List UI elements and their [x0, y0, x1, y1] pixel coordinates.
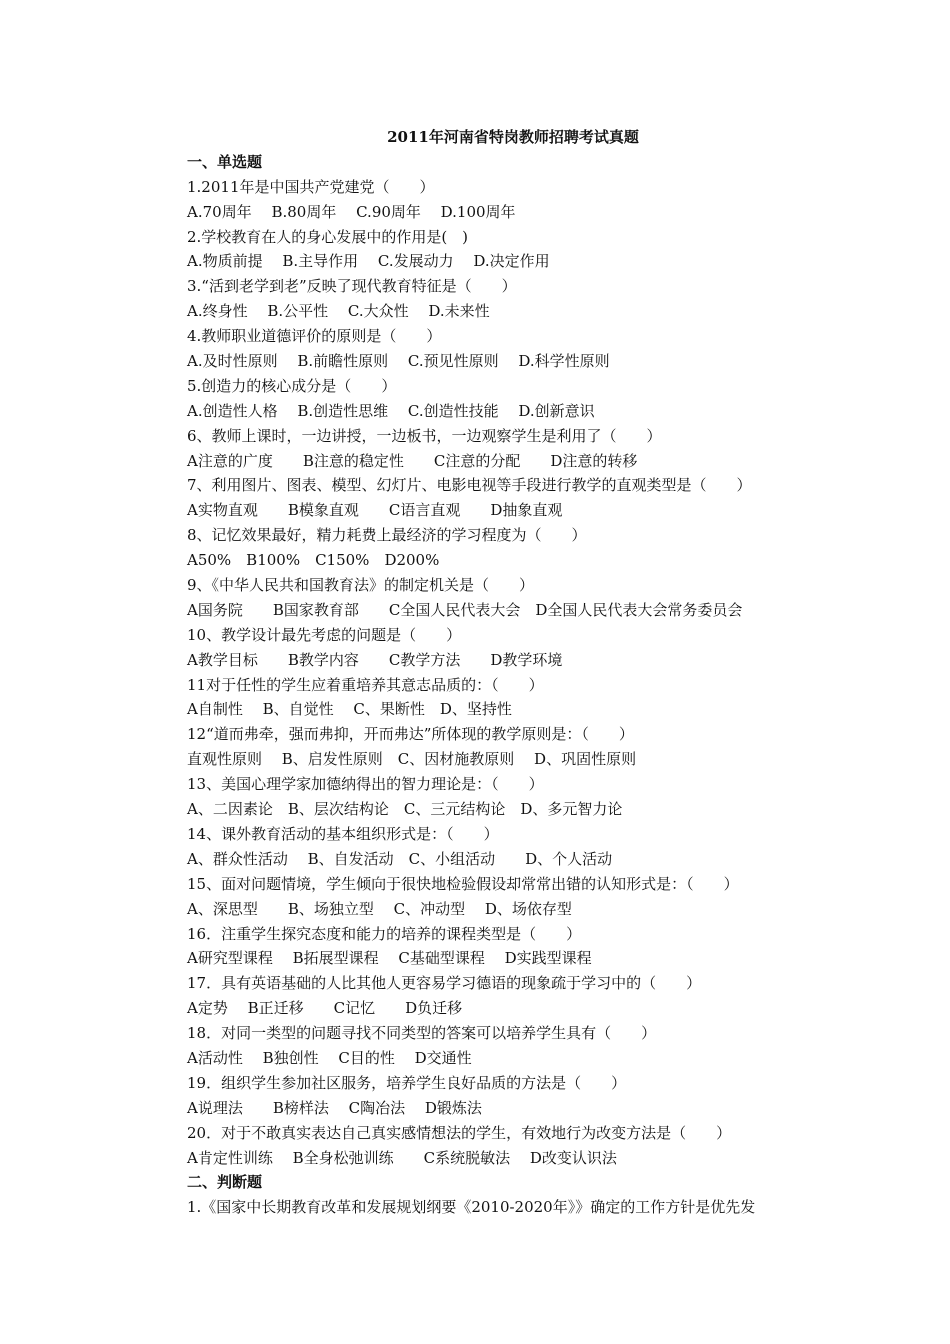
question-line: A注意的广度 B注意的稳定性 C注意的分配 D注意的转移: [187, 451, 638, 470]
question-line: 19．组织学生参加社区服务，培养学生良好品质的方法是（ ）: [187, 1073, 627, 1092]
question-line: 13、美国心理学家加德纳得出的智力理论是：（ ）: [187, 775, 544, 794]
question-line: 14、课外教育活动的基本组织形式是：（ ）: [187, 824, 499, 843]
question-line: 1.2011年是中国共产党建党（ ）: [187, 177, 435, 196]
question-line: 10、教学设计最先考虑的问题是（ ）: [187, 625, 462, 644]
question-line: A.及时性原则 B.前瞻性原则 C.预见性原则 D.科学性原则: [187, 352, 610, 371]
question-line: 4.教师职业道德评价的原则是（ ）: [187, 327, 442, 346]
question-line: A肯定性训练 B全身松弛训练 C系统脱敏法 D改变认识法: [187, 1148, 617, 1167]
question-line: A、深思型 B、场独立型 C、冲动型 D、场依存型: [187, 899, 572, 918]
question-line: 11对于任性的学生应着重培养其意志品质的：（ ）: [187, 675, 544, 694]
question-line: A.物质前提 B.主导作用 C.发展动力 D.决定作用: [187, 252, 550, 271]
question-line: 16．注重学生探究态度和能力的培养的课程类型是（ ）: [187, 924, 582, 943]
question-line: 7、利用图片、图表、模型、幻灯片、电影电视等手段进行教学的直观类型是（ ）: [187, 476, 752, 495]
question-line: 1.《国家中长期教育改革和发展规划纲要《2010-2020年》》确定的工作方针是优先发: [187, 1198, 756, 1217]
question-line: A实物直观 B模象直观 C语言直观 D抽象直观: [187, 501, 563, 520]
question-line: A说理法 B榜样法 C陶冶法 D锻炼法: [187, 1098, 482, 1117]
question-line: 5.创造力的核心成分是（ ）: [187, 376, 397, 395]
question-line: A活动性 B独创性 C目的性 D交通性: [187, 1048, 472, 1067]
question-line: A.终身性 B.公平性 C.大众性 D.未来性: [187, 302, 490, 321]
question-line: A、群众性活动 B、自发活动 C、小组活动 D、个人活动: [187, 849, 613, 868]
question-line: A.70周年 B.80周年 C.90周年 D.100周年: [187, 202, 516, 221]
sections-container: [187, 150, 847, 1220]
question-line: 20．对于不敢真实表达自己真实感情想法的学生，有效地行为改变方法是（ ）: [187, 1123, 732, 1142]
question-line: A研究型课程 B拓展型课程 C基础型课程 D实践型课程: [187, 949, 592, 968]
question-line: A、二因素论 B、层次结构论 C、三元结构论 D、多元智力论: [187, 800, 623, 819]
question-line: 12“道而弗牵，强而弗抑，开而弗达”所体现的教学原则是：（ ）: [187, 725, 634, 744]
section-heading: 二、判断题: [187, 1173, 263, 1192]
question-line: 8、记忆效果最好，精力耗费上最经济的学习程度为（ ）: [187, 526, 587, 545]
question-line: 6、教师上课时，一边讲授，一边板书，一边观察学生是利用了（ ）: [187, 426, 662, 445]
question-line: A自制性 B、自觉性 C、果断性 D、坚持性: [187, 700, 512, 719]
question-line: 9、《中华人民共和国教育法》的制定机关是（ ）: [187, 576, 535, 595]
question-line: A定势 B正迁移 C记忆 D负迁移: [187, 999, 463, 1018]
question-line: 直观性原则 B、启发性原则 C、因材施教原则 D、巩固性原则: [187, 750, 637, 769]
question-line: A.创造性人格 B.创造性思维 C.创造性技能 D.创新意识: [187, 401, 595, 420]
question-line: 3.“活到老学到老”反映了现代教育特征是（ ）: [187, 277, 517, 296]
question-line: 15、面对问题情境，学生倾向于很快地检验假设却常常出错的认知形式是：（ ）: [187, 874, 739, 893]
question-line: 17．具有英语基础的人比其他人更容易学习德语的现象疏于学习中的（ ）: [187, 974, 702, 993]
section-heading: 一、单选题: [187, 152, 263, 171]
question-line: 2.学校教育在人的身心发展中的作用是( ): [187, 227, 469, 246]
question-line: A国务院 B国家教育部 C全国人民代表大会 D全国人民代表大会常务委员会: [187, 600, 743, 619]
question-line: A教学目标 B教学内容 C教学方法 D教学环境: [187, 650, 563, 669]
question-line: A50% B100% C150% D200%: [187, 551, 440, 570]
document-title: 2011年河南省特岗教师招聘考试真题: [387, 128, 639, 146]
question-line: 18．对同一类型的问题寻找不同类型的答案可以培养学生具有（ ）: [187, 1024, 657, 1043]
document-body: [187, 125, 847, 1220]
